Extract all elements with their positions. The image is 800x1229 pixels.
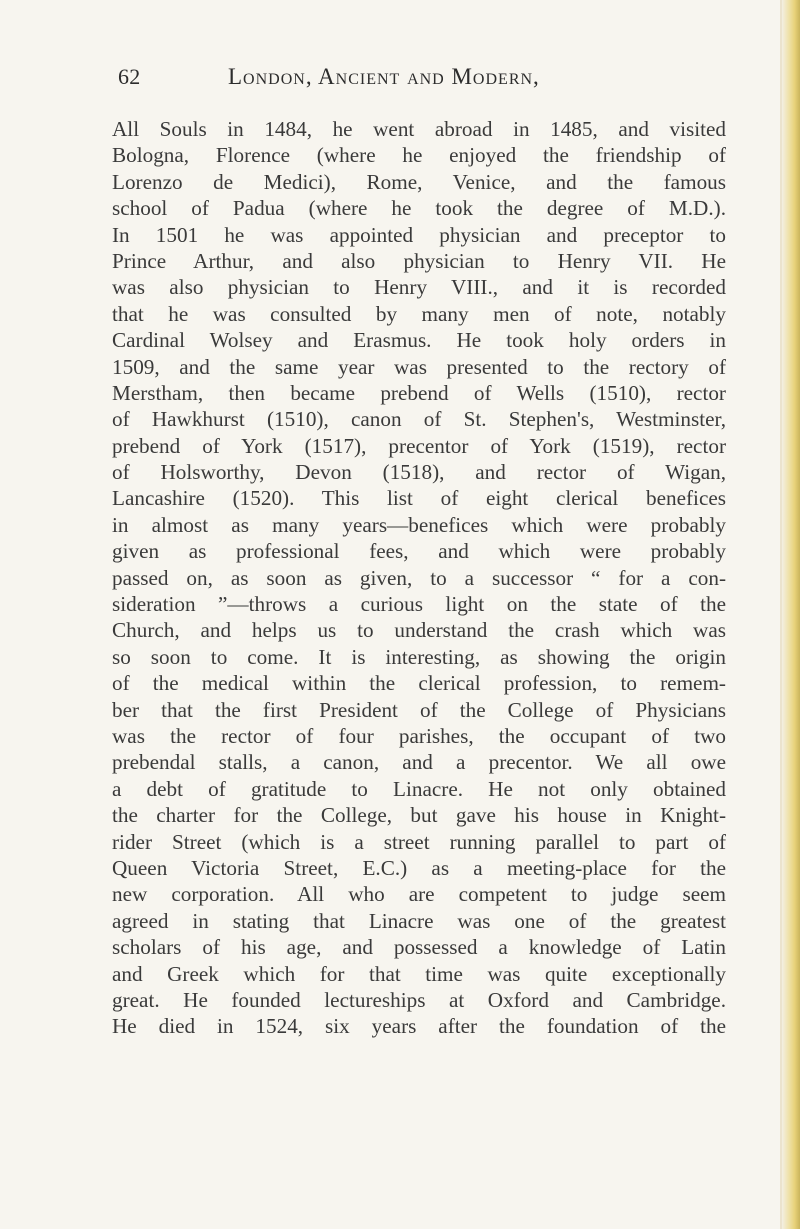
text-line: in almost as many years—benefices which were probably <box>112 512 726 537</box>
text-line: ber that the first President of the College of Physicians <box>112 697 726 722</box>
text-line: 1509, and the same year was presented to the rectory of <box>112 354 726 379</box>
text-line: given as professional fees, and which were probably <box>112 539 726 564</box>
text-line: a debt of gratitude to Linacre. He not only obtained <box>112 776 726 801</box>
text-line: so soon to come. It is interesting, as showing the origin <box>112 644 726 669</box>
text-line: and Greek which for that time was quite exceptionally <box>112 961 726 986</box>
text-line: Queen Victoria Street, E.C.) as a meeting-place for the <box>112 855 726 880</box>
text-line: great. He founded lectureships at Oxford and Cambridge. <box>112 987 726 1012</box>
gilt-page-edge <box>782 0 800 1229</box>
body-text <box>112 116 726 1040</box>
text-line: sideration ”—throws a curious light on the state of the <box>112 592 726 617</box>
text-line: Bologna, Florence (where he enjoyed the friendship of <box>112 143 726 168</box>
text-line: prebendal stalls, a canon, and a precentor. We all owe <box>112 750 726 775</box>
text-line: was also physician to Henry VIII., and it is recorded <box>112 275 726 300</box>
text-line: scholars of his age, and possessed a knowledge of Latin <box>112 935 726 960</box>
text-line: was the rector of four parishes, the occupant of two <box>112 723 726 748</box>
page-number: 62 <box>118 64 141 89</box>
text-line: the charter for the College, but gave his house in Knight- <box>112 803 726 828</box>
text-line: Prince Arthur, and also physician to Henry VII. He <box>112 248 726 273</box>
text-line: Lancashire (1520). This list of eight clerical benefices <box>112 486 726 511</box>
text-line: passed on, as soon as given, to a successor “ for a con- <box>112 565 726 590</box>
text-line: Cardinal Wolsey and Erasmus. He took holy orders in <box>112 328 726 353</box>
text-line: agreed in stating that Linacre was one of the greatest <box>112 908 726 933</box>
text-line: rider Street (which is a street running parallel to part of <box>112 829 726 854</box>
running-title: London, Ancient and Modern, <box>228 64 540 89</box>
text-line: school of Padua (where he took the degree of M.D.). <box>112 196 726 221</box>
text-line: prebend of York (1517), precentor of York (1519), rector <box>112 433 726 458</box>
text-line: Merstham, then became prebend of Wells (1510), rector <box>112 380 726 405</box>
text-line: Church, and helps us to understand the crash which was <box>112 618 726 643</box>
text-line: All Souls in 1484, he went abroad in 1485, and visited <box>112 117 726 141</box>
text-line: of Hawkhurst (1510), canon of St. Stephen's, Westminster, <box>112 407 726 432</box>
text-line: that he was consulted by many men of note, notably <box>112 301 726 326</box>
text-line: In 1501 he was appointed physician and preceptor to <box>112 222 726 247</box>
text-line: of Holsworthy, Devon (1518), and rector of Wigan, <box>112 460 726 485</box>
text-line: of the medical within the clerical profession, to remem- <box>112 671 726 696</box>
text-line: Lorenzo de Medici), Rome, Venice, and the famous <box>112 169 726 194</box>
running-head <box>118 64 728 100</box>
text-line: He died in 1524, six years after the foundation of the <box>112 1014 726 1039</box>
text-line: new corporation. All who are competent to judge seem <box>112 882 726 907</box>
